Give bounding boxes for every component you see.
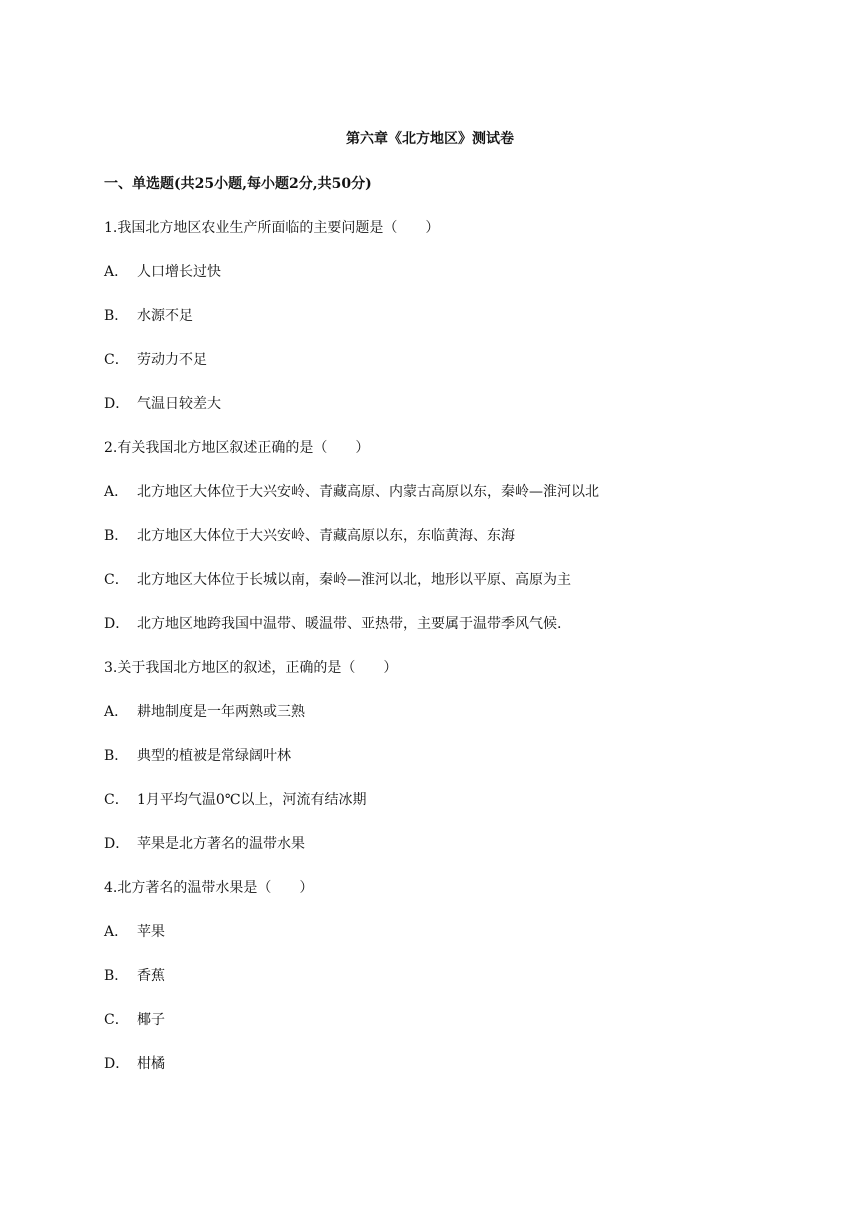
option-letter: C．: [104, 352, 129, 368]
option-item[interactable]: [104, 922, 165, 942]
question-stem: 2.有关我国北方地区叙述正确的是（ ）: [104, 440, 370, 456]
option-text: 苹果是北方著名的温带水果: [137, 836, 305, 852]
option-letter: B．: [104, 528, 129, 544]
option-item[interactable]: [104, 570, 571, 590]
option-text: 水源不足: [137, 308, 193, 324]
option-item[interactable]: [104, 746, 291, 766]
option-letter: D．: [104, 1056, 130, 1072]
option-text: 柑橘: [137, 1056, 165, 1072]
option-item[interactable]: [104, 834, 305, 854]
option-letter: B．: [104, 308, 129, 324]
option-item[interactable]: [104, 394, 221, 414]
option-item[interactable]: [104, 482, 599, 502]
option-letter: D．: [104, 396, 130, 412]
option-letter: A．: [104, 704, 129, 720]
question-stem: 1.我国北方地区农业生产所面临的主要问题是（ ）: [104, 220, 440, 236]
option-letter: A．: [104, 484, 129, 500]
option-item[interactable]: [104, 526, 515, 546]
option-text: 香蕉: [137, 968, 165, 984]
option-item[interactable]: [104, 350, 207, 370]
option-text: 1月平均气温0℃以上，河流有结冰期: [137, 792, 367, 808]
option-item[interactable]: [104, 790, 366, 810]
section-heading: 一、单选题(共25小题,每小题2分,共50分): [104, 176, 372, 192]
option-letter: A．: [104, 924, 129, 940]
option-item[interactable]: [104, 702, 305, 722]
option-letter: B．: [104, 968, 129, 984]
option-letter: C．: [104, 572, 129, 588]
option-letter: C．: [104, 792, 129, 808]
option-text: 北方地区大体位于大兴安岭、青藏高原以东，东临黄海、东海: [137, 528, 515, 544]
option-text: 典型的植被是常绿阔叶林: [137, 748, 291, 764]
option-letter: A．: [104, 264, 129, 280]
option-letter: D．: [104, 836, 130, 852]
option-text: 人口增长过快: [137, 264, 221, 280]
option-letter: B．: [104, 748, 129, 764]
option-text: 耕地制度是一年两熟或三熟: [137, 704, 305, 720]
page-title: 第六章《北方地区》测试卷: [346, 131, 514, 147]
question-stem: 3.关于我国北方地区的叙述，正确的是（ ）: [104, 660, 398, 676]
option-text: 北方地区大体位于大兴安岭、青藏高原、内蒙古高原以东，秦岭—淮河以北: [137, 484, 599, 500]
option-item[interactable]: [104, 262, 221, 282]
option-item[interactable]: [104, 614, 561, 634]
question-stem: 4.北方著名的温带水果是（ ）: [104, 880, 314, 896]
option-item[interactable]: [104, 1010, 165, 1030]
option-item[interactable]: [104, 966, 165, 986]
option-text: 北方地区大体位于长城以南，秦岭—淮河以北，地形以平原、高原为主: [137, 572, 571, 588]
option-item[interactable]: [104, 306, 193, 326]
option-text: 劳动力不足: [137, 352, 207, 368]
option-text: 北方地区地跨我国中温带、暖温带、亚热带，主要属于温带季风气候.: [137, 616, 562, 632]
option-item[interactable]: [104, 1054, 165, 1074]
option-text: 椰子: [137, 1012, 165, 1028]
option-text: 苹果: [137, 924, 165, 940]
option-letter: C．: [104, 1012, 129, 1028]
option-letter: D．: [104, 616, 130, 632]
option-text: 气温日较差大: [137, 396, 221, 412]
